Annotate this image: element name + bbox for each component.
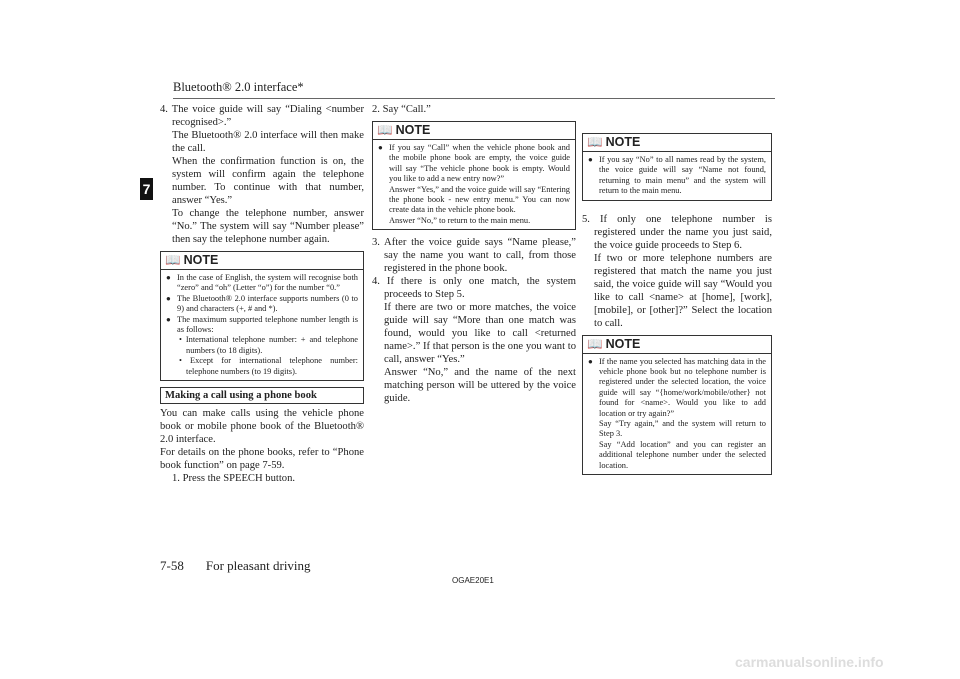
step-4: 4. If there is only one match, the system proceeds to Step 5.	[372, 276, 576, 301]
note-subitem: • Except for international telephone number: telephone numbers (to 19 digits).	[179, 356, 358, 376]
note-item: ● In the case of English, the system will recognise both “zero” and “oh” (Letter “o”) for the number “0.”	[166, 273, 358, 294]
header-rule	[173, 98, 775, 99]
note-title: NOTE	[605, 135, 641, 149]
note-box	[372, 121, 576, 230]
paragraph: If there are two or more matches, the voice guide will say “More than one match was found, would you like to call <returned name>.” If that person is the one you want to call, answer “Yes.”	[384, 302, 576, 366]
note-title: NOTE	[395, 123, 431, 137]
paragraph: For details on the phone books, refer to “Phone book function” on page 7-59.	[160, 447, 364, 472]
note-item: ● The maximum supported telephone number length is as follows:	[166, 315, 358, 336]
note-box	[582, 335, 772, 475]
note-title: NOTE	[183, 253, 219, 267]
column-3	[582, 103, 772, 481]
paragraph: You can make calls using the vehicle phone book or mobile phone book of the Bluetooth® 2.0 interface.	[160, 408, 364, 446]
step-1: 1. Press the SPEECH button.	[172, 473, 296, 485]
chapter-tab: 7	[140, 178, 153, 200]
note-box	[582, 133, 772, 201]
note-item: ● If you say “No” to all names read by the system, the voice guide will say “Name not found, returning to main menu” and the system will return to the main menu.	[588, 155, 766, 197]
book-icon: 📖	[165, 253, 181, 267]
note-text: Answer “No,” to return to the main menu.	[389, 215, 531, 225]
paragraph: If two or more telephone numbers are registered that match the name you just said, the voice guide will say “Would you like to call <name> at [home], [work], [mobile], or [other]?” Select the location to call.	[594, 252, 772, 329]
document-code: OGAE20E1	[452, 576, 494, 585]
note-text: Say “Try again,” and the system will return to Step 3.	[599, 419, 766, 439]
page-number: 7-58	[160, 558, 184, 573]
column-1	[160, 103, 364, 485]
note-item: ● If you say “Call” when the vehicle phone book and the mobile phone book are empty, the voice guide will say “The vehicle phone book is empty. Would you like to add a new entry now?”	[378, 143, 570, 185]
column-2	[372, 103, 576, 405]
section-title: Making a call using a phone book	[160, 387, 364, 404]
book-icon: 📖	[587, 336, 603, 351]
step-2: 2. Say “Call.”	[372, 104, 431, 115]
paragraph: The Bluetooth® 2.0 interface will then make the call.	[172, 130, 364, 154]
note-item: ● If the name you selected has matching data in the vehicle phone book but no telephone number is registered under the selected location, the voice guide will say “{home/work/mobile/other} not found for <name>. Would you like to add location or try again?”	[588, 357, 766, 419]
note-subitem: • International telephone number: + and telephone numbers (to 18 digits).	[179, 335, 358, 355]
paragraph: Answer “No,” and the name of the next matching person will be uttered by the voice guide.	[384, 367, 576, 405]
paragraph: When the confirmation function is on, the system will confirm again the telephone number. To continue with that number, answer “Yes.”	[172, 156, 364, 206]
note-title: NOTE	[605, 336, 641, 351]
step-5: 5. If only one telephone number is registered under the name you just said, the voice guide proceeds to Step 6.	[582, 213, 772, 251]
note-text: Answer “Yes,” and the voice guide will say “Entering the phone book - new entry menu.” You can now create data in the vehicle phone book.	[389, 184, 570, 215]
footer	[160, 558, 333, 573]
note-item: ● The Bluetooth® 2.0 interface supports numbers (0 to 9) and characters (+, # and *).	[166, 294, 358, 315]
step-4: 4. The voice guide will say “Dialing <number recognised>.”	[160, 104, 364, 128]
book-icon: 📖	[587, 135, 603, 149]
page-header: Bluetooth® 2.0 interface*	[173, 80, 304, 94]
step-3: 3. After the voice guide says “Name please,” say the name you want to call, from those registered in the phone book.	[372, 237, 576, 275]
note-box	[160, 251, 364, 381]
paragraph: To change the telephone number, answer “No.” The system will say “Number please” then say the telephone number again.	[172, 208, 364, 245]
book-icon: 📖	[377, 123, 393, 137]
watermark: carmanualsonline.info	[735, 654, 884, 670]
footer-title: For pleasant driving	[205, 558, 311, 573]
note-text: Say “Add location” and you can register an additional telephone number under the selected location.	[599, 439, 766, 470]
